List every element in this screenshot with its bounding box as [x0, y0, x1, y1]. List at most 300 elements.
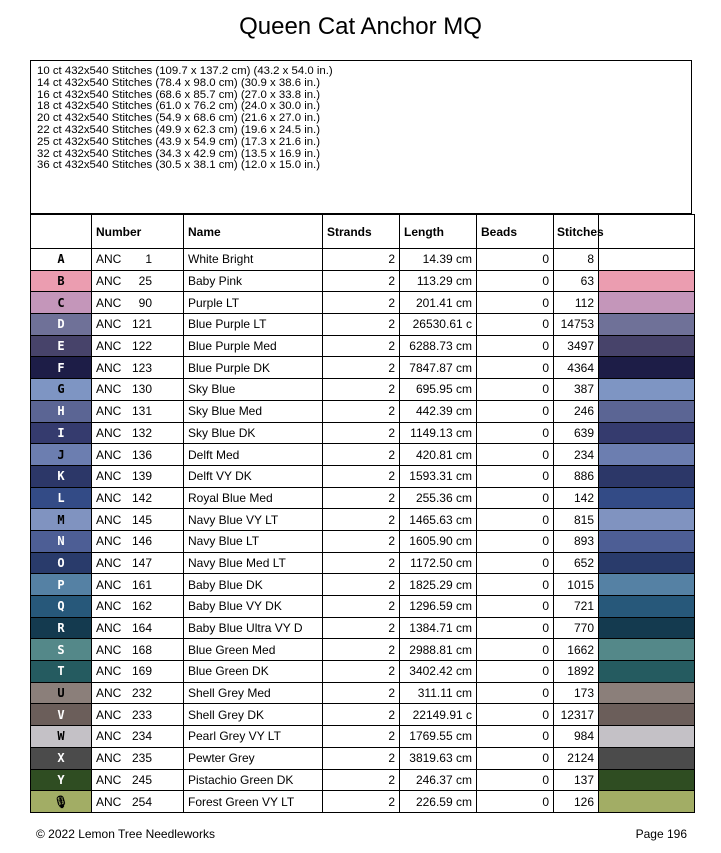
stitches-cell: 639 — [554, 422, 599, 444]
number-cell — [92, 704, 184, 726]
color-swatch — [599, 661, 695, 683]
number-cell — [92, 357, 184, 379]
floss-code: 147 — [131, 555, 152, 570]
number-cell — [92, 791, 184, 813]
copyright-text: © 2022 Lemon Tree Needleworks — [36, 827, 215, 841]
name-cell: Forest Green VY LT — [184, 791, 323, 813]
name-cell: White Bright — [184, 249, 323, 271]
brand-label: ANC — [96, 577, 122, 592]
brand-label: ANC — [96, 642, 122, 657]
header-stitches: Stitches — [554, 215, 599, 249]
symbol-cell: 🎙 — [31, 791, 92, 813]
symbol-cell: R — [31, 617, 92, 639]
table-row — [31, 704, 695, 726]
symbol-cell: G — [31, 379, 92, 401]
table-row — [31, 661, 695, 683]
table-row — [31, 487, 695, 509]
floss-code: 169 — [131, 664, 152, 679]
brand-label: ANC — [96, 751, 122, 766]
color-swatch — [599, 596, 695, 618]
beads-cell: 0 — [477, 400, 554, 422]
beads-cell: 0 — [477, 422, 554, 444]
color-swatch — [599, 379, 695, 401]
beads-cell: 0 — [477, 487, 554, 509]
color-swatch — [599, 249, 695, 271]
table-row — [31, 400, 695, 422]
fabric-size-box — [30, 60, 692, 214]
stitches-cell: 142 — [554, 487, 599, 509]
number-cell — [92, 574, 184, 596]
brand-label: ANC — [96, 469, 122, 484]
floss-code: 90 — [138, 295, 152, 310]
table-row — [31, 530, 695, 552]
fabric-size-line: 14 ct 432x540 Stitches (78.4 x 98.0 cm) (30.9 x 38.6 in.) — [37, 76, 321, 89]
beads-cell: 0 — [477, 704, 554, 726]
brand-label: ANC — [96, 686, 122, 701]
stitches-cell: 112 — [554, 292, 599, 314]
name-cell: Shell Grey Med — [184, 682, 323, 704]
name-cell: Royal Blue Med — [184, 487, 323, 509]
name-cell: Pistachio Green DK — [184, 769, 323, 791]
color-swatch — [599, 292, 695, 314]
stitches-cell: 63 — [554, 270, 599, 292]
symbol-cell: J — [31, 444, 92, 466]
floss-code: 162 — [131, 599, 152, 614]
beads-cell: 0 — [477, 292, 554, 314]
beads-cell: 0 — [477, 769, 554, 791]
floss-code: 130 — [131, 382, 152, 397]
length-cell: 311.11 cm — [400, 682, 477, 704]
brand-label: ANC — [96, 295, 122, 310]
strands-cell: 2 — [323, 444, 400, 466]
brand-label: ANC — [96, 664, 122, 679]
stitches-cell: 770 — [554, 617, 599, 639]
length-cell: 2988.81 cm — [400, 639, 477, 661]
header-length: Length — [400, 215, 477, 249]
beads-cell: 0 — [477, 574, 554, 596]
name-cell: Sky Blue — [184, 379, 323, 401]
header-name: Name — [184, 215, 323, 249]
name-cell: Blue Purple Med — [184, 335, 323, 357]
symbol-cell: A — [31, 249, 92, 271]
length-cell: 695.95 cm — [400, 379, 477, 401]
strands-cell: 2 — [323, 487, 400, 509]
table-row — [31, 596, 695, 618]
number-cell — [92, 400, 184, 422]
symbol-cell: O — [31, 552, 92, 574]
number-cell — [92, 379, 184, 401]
strands-cell: 2 — [323, 747, 400, 769]
strands-cell: 2 — [323, 465, 400, 487]
symbol-cell: L — [31, 487, 92, 509]
length-cell: 1825.29 cm — [400, 574, 477, 596]
color-swatch — [599, 400, 695, 422]
length-cell: 113.29 cm — [400, 270, 477, 292]
length-cell: 442.39 cm — [400, 400, 477, 422]
symbol-cell: I — [31, 422, 92, 444]
floss-code: 254 — [131, 794, 152, 809]
number-cell — [92, 661, 184, 683]
table-row — [31, 465, 695, 487]
strands-cell: 2 — [323, 639, 400, 661]
brand-label: ANC — [96, 252, 122, 267]
symbol-cell: Y — [31, 769, 92, 791]
brand-label: ANC — [96, 794, 122, 809]
beads-cell: 0 — [477, 596, 554, 618]
floss-code: 131 — [131, 404, 152, 419]
beads-cell: 0 — [477, 530, 554, 552]
stitches-cell: 14753 — [554, 314, 599, 336]
brand-label: ANC — [96, 512, 122, 527]
length-cell: 226.59 cm — [400, 791, 477, 813]
floss-code: 232 — [131, 686, 152, 701]
floss-code: 123 — [131, 360, 152, 375]
color-swatch — [599, 726, 695, 748]
name-cell: Pewter Grey — [184, 747, 323, 769]
number-cell — [92, 444, 184, 466]
number-cell — [92, 314, 184, 336]
color-swatch — [599, 617, 695, 639]
brand-label: ANC — [96, 621, 122, 636]
name-cell: Baby Blue DK — [184, 574, 323, 596]
floss-legend-table — [30, 214, 695, 813]
header-number: Number — [92, 215, 184, 249]
name-cell: Shell Grey DK — [184, 704, 323, 726]
symbol-cell: P — [31, 574, 92, 596]
floss-code: 164 — [131, 621, 152, 636]
floss-code: 142 — [131, 490, 152, 505]
table-row — [31, 249, 695, 271]
length-cell: 14.39 cm — [400, 249, 477, 271]
brand-label: ANC — [96, 772, 122, 787]
color-swatch — [599, 639, 695, 661]
floss-code: 245 — [131, 772, 152, 787]
symbol-cell: K — [31, 465, 92, 487]
floss-code: 136 — [131, 447, 152, 462]
symbol-cell: H — [31, 400, 92, 422]
length-cell: 1769.55 cm — [400, 726, 477, 748]
fabric-size-line: 22 ct 432x540 Stitches (49.9 x 62.3 cm) (19.6 x 24.5 in.) — [37, 123, 321, 136]
color-swatch — [599, 357, 695, 379]
beads-cell: 0 — [477, 249, 554, 271]
strands-cell: 2 — [323, 314, 400, 336]
number-cell — [92, 249, 184, 271]
number-cell — [92, 422, 184, 444]
stitches-cell: 12317 — [554, 704, 599, 726]
beads-cell: 0 — [477, 726, 554, 748]
stitches-cell: 1892 — [554, 661, 599, 683]
length-cell: 420.81 cm — [400, 444, 477, 466]
table-row — [31, 617, 695, 639]
floss-code: 161 — [131, 577, 152, 592]
header-strands: Strands — [323, 215, 400, 249]
name-cell: Baby Pink — [184, 270, 323, 292]
number-cell — [92, 747, 184, 769]
table-row — [31, 335, 695, 357]
name-cell: Navy Blue Med LT — [184, 552, 323, 574]
brand-label: ANC — [96, 729, 122, 744]
beads-cell: 0 — [477, 791, 554, 813]
table-row — [31, 747, 695, 769]
strands-cell: 2 — [323, 509, 400, 531]
header-swatch — [599, 215, 695, 249]
floss-code: 132 — [131, 425, 152, 440]
floss-code: 146 — [131, 534, 152, 549]
number-cell — [92, 639, 184, 661]
name-cell: Sky Blue Med — [184, 400, 323, 422]
color-swatch — [599, 769, 695, 791]
beads-cell: 0 — [477, 270, 554, 292]
floss-code: 121 — [131, 317, 152, 332]
length-cell: 3402.42 cm — [400, 661, 477, 683]
fabric-size-line: 36 ct 432x540 Stitches (30.5 x 38.1 cm) (12.0 x 15.0 in.) — [37, 159, 321, 172]
strands-cell: 2 — [323, 704, 400, 726]
header-beads: Beads — [477, 215, 554, 249]
name-cell: Baby Blue Ultra VY D — [184, 617, 323, 639]
color-swatch — [599, 335, 695, 357]
name-cell: Navy Blue LT — [184, 530, 323, 552]
length-cell: 1465.63 cm — [400, 509, 477, 531]
number-cell — [92, 270, 184, 292]
number-cell — [92, 487, 184, 509]
length-cell: 1172.50 cm — [400, 552, 477, 574]
beads-cell: 0 — [477, 661, 554, 683]
length-cell: 1296.59 cm — [400, 596, 477, 618]
name-cell: Baby Blue VY DK — [184, 596, 323, 618]
beads-cell: 0 — [477, 682, 554, 704]
table-row — [31, 379, 695, 401]
stitches-cell: 893 — [554, 530, 599, 552]
strands-cell: 2 — [323, 335, 400, 357]
length-cell: 6288.73 cm — [400, 335, 477, 357]
fabric-size-line: 18 ct 432x540 Stitches (61.0 x 76.2 cm) (24.0 x 30.0 in.) — [37, 100, 321, 113]
number-cell — [92, 769, 184, 791]
name-cell: Sky Blue DK — [184, 422, 323, 444]
name-cell: Delft Med — [184, 444, 323, 466]
stitches-cell: 246 — [554, 400, 599, 422]
length-cell: 3819.63 cm — [400, 747, 477, 769]
name-cell: Pearl Grey VY LT — [184, 726, 323, 748]
symbol-cell: W — [31, 726, 92, 748]
name-cell: Blue Green DK — [184, 661, 323, 683]
table-row — [31, 292, 695, 314]
page-number: Page 196 — [635, 827, 687, 841]
name-cell: Delft VY DK — [184, 465, 323, 487]
stitches-cell: 173 — [554, 682, 599, 704]
table-row — [31, 509, 695, 531]
stitches-cell: 886 — [554, 465, 599, 487]
color-swatch — [599, 509, 695, 531]
fabric-size-line: 20 ct 432x540 Stitches (54.9 x 68.6 cm) (21.6 x 27.0 in.) — [37, 112, 321, 125]
length-cell: 26530.61 c — [400, 314, 477, 336]
floss-code: 1 — [145, 252, 152, 267]
color-swatch — [599, 574, 695, 596]
name-cell: Purple LT — [184, 292, 323, 314]
stitches-cell: 387 — [554, 379, 599, 401]
color-swatch — [599, 682, 695, 704]
color-swatch — [599, 270, 695, 292]
table-row — [31, 726, 695, 748]
stitches-cell: 721 — [554, 596, 599, 618]
strands-cell: 2 — [323, 596, 400, 618]
stitches-cell: 1015 — [554, 574, 599, 596]
name-cell: Blue Green Med — [184, 639, 323, 661]
strands-cell: 2 — [323, 574, 400, 596]
fabric-size-line: 16 ct 432x540 Stitches (68.6 x 85.7 cm) (27.0 x 33.8 in.) — [37, 88, 321, 101]
brand-label: ANC — [96, 490, 122, 505]
symbol-cell: Q — [31, 596, 92, 618]
floss-code: 235 — [131, 751, 152, 766]
stitches-cell: 4364 — [554, 357, 599, 379]
table-row — [31, 422, 695, 444]
brand-label: ANC — [96, 425, 122, 440]
brand-label: ANC — [96, 534, 122, 549]
table-row — [31, 574, 695, 596]
floss-code: 139 — [131, 469, 152, 484]
brand-label: ANC — [96, 360, 122, 375]
stitches-cell: 815 — [554, 509, 599, 531]
strands-cell: 2 — [323, 357, 400, 379]
number-cell — [92, 465, 184, 487]
symbol-cell: B — [31, 270, 92, 292]
strands-cell: 2 — [323, 249, 400, 271]
symbol-cell: T — [31, 661, 92, 683]
length-cell: 1593.31 cm — [400, 465, 477, 487]
table-row — [31, 444, 695, 466]
table-row — [31, 357, 695, 379]
table-row — [31, 769, 695, 791]
number-cell — [92, 509, 184, 531]
beads-cell: 0 — [477, 335, 554, 357]
brand-label: ANC — [96, 274, 122, 289]
color-swatch — [599, 314, 695, 336]
floss-code: 168 — [131, 642, 152, 657]
strands-cell: 2 — [323, 769, 400, 791]
beads-cell: 0 — [477, 509, 554, 531]
strands-cell: 2 — [323, 379, 400, 401]
color-swatch — [599, 465, 695, 487]
number-cell — [92, 335, 184, 357]
number-cell — [92, 530, 184, 552]
stitches-cell: 652 — [554, 552, 599, 574]
symbol-cell: U — [31, 682, 92, 704]
length-cell: 201.41 cm — [400, 292, 477, 314]
header-symbol — [31, 215, 92, 249]
name-cell: Blue Purple LT — [184, 314, 323, 336]
symbol-cell: M — [31, 509, 92, 531]
number-cell — [92, 726, 184, 748]
strands-cell: 2 — [323, 422, 400, 444]
table-row — [31, 314, 695, 336]
symbol-cell: V — [31, 704, 92, 726]
length-cell: 246.37 cm — [400, 769, 477, 791]
symbol-cell: X — [31, 747, 92, 769]
beads-cell: 0 — [477, 465, 554, 487]
beads-cell: 0 — [477, 552, 554, 574]
number-cell — [92, 292, 184, 314]
color-swatch — [599, 530, 695, 552]
stitches-cell: 8 — [554, 249, 599, 271]
number-cell — [92, 617, 184, 639]
stitches-cell: 126 — [554, 791, 599, 813]
brand-label: ANC — [96, 382, 122, 397]
number-cell — [92, 552, 184, 574]
strands-cell: 2 — [323, 661, 400, 683]
beads-cell: 0 — [477, 314, 554, 336]
brand-label: ANC — [96, 339, 122, 354]
beads-cell: 0 — [477, 617, 554, 639]
floss-code: 233 — [131, 707, 152, 722]
name-cell: Blue Purple DK — [184, 357, 323, 379]
stitches-cell: 3497 — [554, 335, 599, 357]
number-cell — [92, 682, 184, 704]
color-swatch — [599, 791, 695, 813]
brand-label: ANC — [96, 599, 122, 614]
symbol-cell: C — [31, 292, 92, 314]
beads-cell: 0 — [477, 747, 554, 769]
length-cell: 1384.71 cm — [400, 617, 477, 639]
floss-code: 122 — [131, 339, 152, 354]
symbol-cell: N — [31, 530, 92, 552]
symbol-cell: F — [31, 357, 92, 379]
stitches-cell: 137 — [554, 769, 599, 791]
length-cell: 22149.91 c — [400, 704, 477, 726]
fabric-size-line: 10 ct 432x540 Stitches (109.7 x 137.2 cm) (43.2 x 54.0 in.) — [37, 65, 333, 77]
fabric-size-line: 25 ct 432x540 Stitches (43.9 x 54.9 cm) (17.3 x 21.6 in.) — [37, 135, 321, 148]
color-swatch — [599, 704, 695, 726]
floss-code: 25 — [138, 274, 152, 289]
beads-cell: 0 — [477, 639, 554, 661]
strands-cell: 2 — [323, 400, 400, 422]
length-cell: 7847.87 cm — [400, 357, 477, 379]
strands-cell: 2 — [323, 726, 400, 748]
floss-code: 234 — [131, 729, 152, 744]
brand-label: ANC — [96, 317, 122, 332]
strands-cell: 2 — [323, 270, 400, 292]
beads-cell: 0 — [477, 357, 554, 379]
stitches-cell: 234 — [554, 444, 599, 466]
brand-label: ANC — [96, 404, 122, 419]
brand-label: ANC — [96, 707, 122, 722]
table-row — [31, 682, 695, 704]
beads-cell: 0 — [477, 379, 554, 401]
page-title: Queen Cat Anchor MQ — [239, 13, 482, 40]
symbol-cell: S — [31, 639, 92, 661]
length-cell: 1149.13 cm — [400, 422, 477, 444]
color-swatch — [599, 552, 695, 574]
table-header-row — [31, 215, 695, 249]
length-cell: 255.36 cm — [400, 487, 477, 509]
table-row — [31, 270, 695, 292]
color-swatch — [599, 747, 695, 769]
beads-cell: 0 — [477, 444, 554, 466]
strands-cell: 2 — [323, 682, 400, 704]
strands-cell: 2 — [323, 791, 400, 813]
stitches-cell: 1662 — [554, 639, 599, 661]
floss-code: 145 — [131, 512, 152, 527]
color-swatch — [599, 444, 695, 466]
brand-label: ANC — [96, 555, 122, 570]
table-row — [31, 791, 695, 813]
strands-cell: 2 — [323, 617, 400, 639]
stitches-cell: 984 — [554, 726, 599, 748]
color-swatch — [599, 487, 695, 509]
number-cell — [92, 596, 184, 618]
color-swatch — [599, 422, 695, 444]
brand-label: ANC — [96, 447, 122, 462]
fabric-size-line: 32 ct 432x540 Stitches (34.3 x 42.9 cm) (13.5 x 16.9 in.) — [37, 147, 321, 160]
strands-cell: 2 — [323, 552, 400, 574]
